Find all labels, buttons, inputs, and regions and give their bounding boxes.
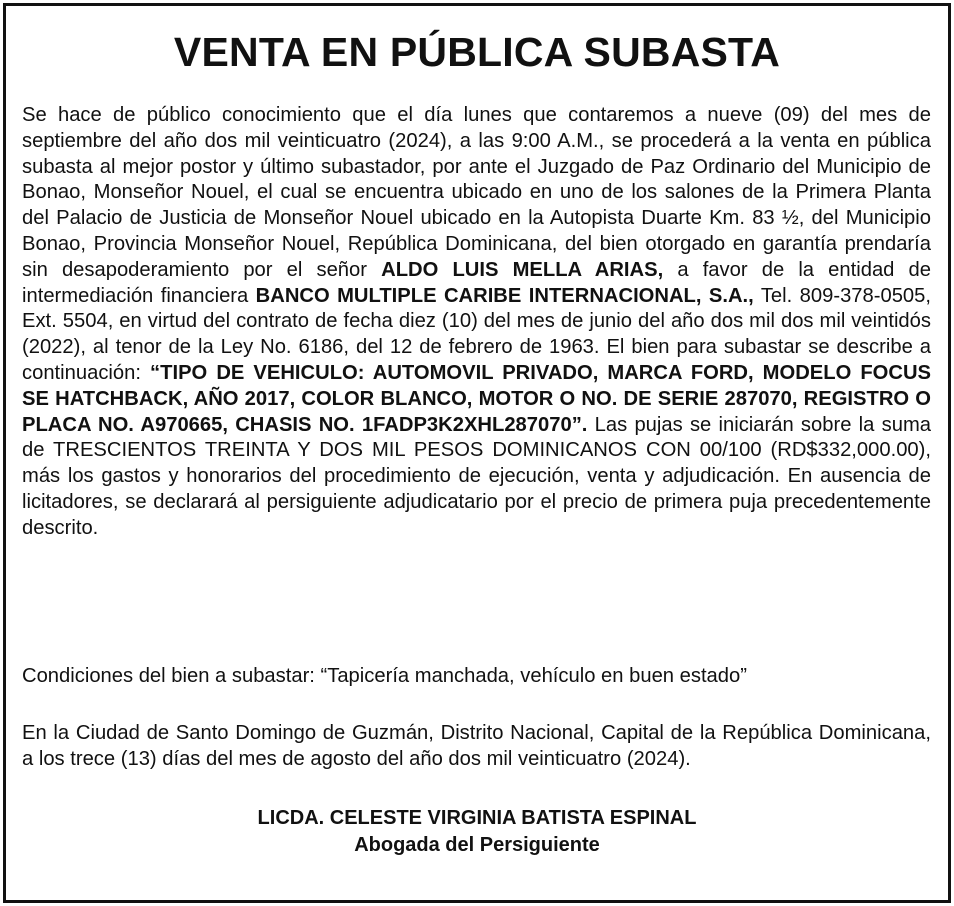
vehicle-conditions-paragraph: Condiciones del bien a subastar: “Tapicería manchada, vehículo en buen estado” bbox=[22, 665, 747, 687]
contract-text: Tel. 809-378-0505, Ext. 5504, en virtud del contrato de fecha diez (10) del mes de junio del año dos mil dos mil veintidós (2022), al tenor de la Ley No. 6186, del 12 de febrero de 1963. El bien para subastar se describe a continuación: bbox=[22, 284, 931, 384]
signatory-name: LICDA. CELESTE VIRGINIA BATISTA ESPINAL bbox=[257, 807, 697, 829]
bidding-terms-text: Las pujas se iniciarán sobre la suma de TRESCIENTOS TREINTA Y DOS MIL PESOS DOMINICANOS CON 00/100 (RD$332,000.00), más los gastos y honorarios del procedimiento de ejecución, venta y adjudicación. En ausencia de licitadores, se declarará al persiguiente adjudicatario por el precio de primera puja precedentemente descrito. bbox=[22, 413, 931, 539]
notice-title: VENTA EN PÚBLICA SUBASTA bbox=[173, 29, 781, 75]
creditor-intro-text: a favor de la entidad de intermediación financiera bbox=[22, 258, 931, 307]
vehicle-description: “TIPO DE VEHICULO: AUTOMOVIL PRIVADO, MARCA FORD, MODELO FOCUS SE HATCHBACK, AÑO 2017, COLOR BLANCO, MOTOR O NO. DE SERIE 287070, REGISTRO O PLACA NO. A970665, CHASIS NO. 1FADP3K2XHL287070”. bbox=[22, 361, 932, 436]
auction-details-paragraph bbox=[22, 103, 931, 542]
debtor-name: ALDO LUIS MELLA ARIAS, bbox=[381, 258, 664, 281]
place-date-paragraph: En la Ciudad de Santo Domingo de Guzmán, Distrito Nacional, Capital de la República Dominicana, a los trece (13) días del mes de agosto del año dos mil veinticuatro (2024). bbox=[22, 722, 931, 770]
intro-text: Se hace de público conocimiento que el día lunes que contaremos a nueve (09) del mes de septiembre del año dos mil veinticuatro (2024), a las 9:00 A.M., se procederá a la venta en pública subasta al mejor postor y último subastador, por ante el Juzgado de Paz Ordinario del Municipio de Bonao, Monseñor Nouel, el cual se encuentra ubicado en uno de los salones de la Primera Planta del Palacio de Justicia de Monseñor Nouel ubicado en la Autopista Duarte Km. 83 ½, del Municipio Bonao, Provincia Monseñor Nouel, República Dominicana, del bien otorgado en garantía prendaría sin desapoderamiento por el señor bbox=[22, 104, 931, 281]
signatory-role: Abogada del Persiguiente bbox=[354, 834, 600, 856]
creditor-name: BANCO MULTIPLE CARIBE INTERNACIONAL, S.A., bbox=[255, 284, 754, 307]
